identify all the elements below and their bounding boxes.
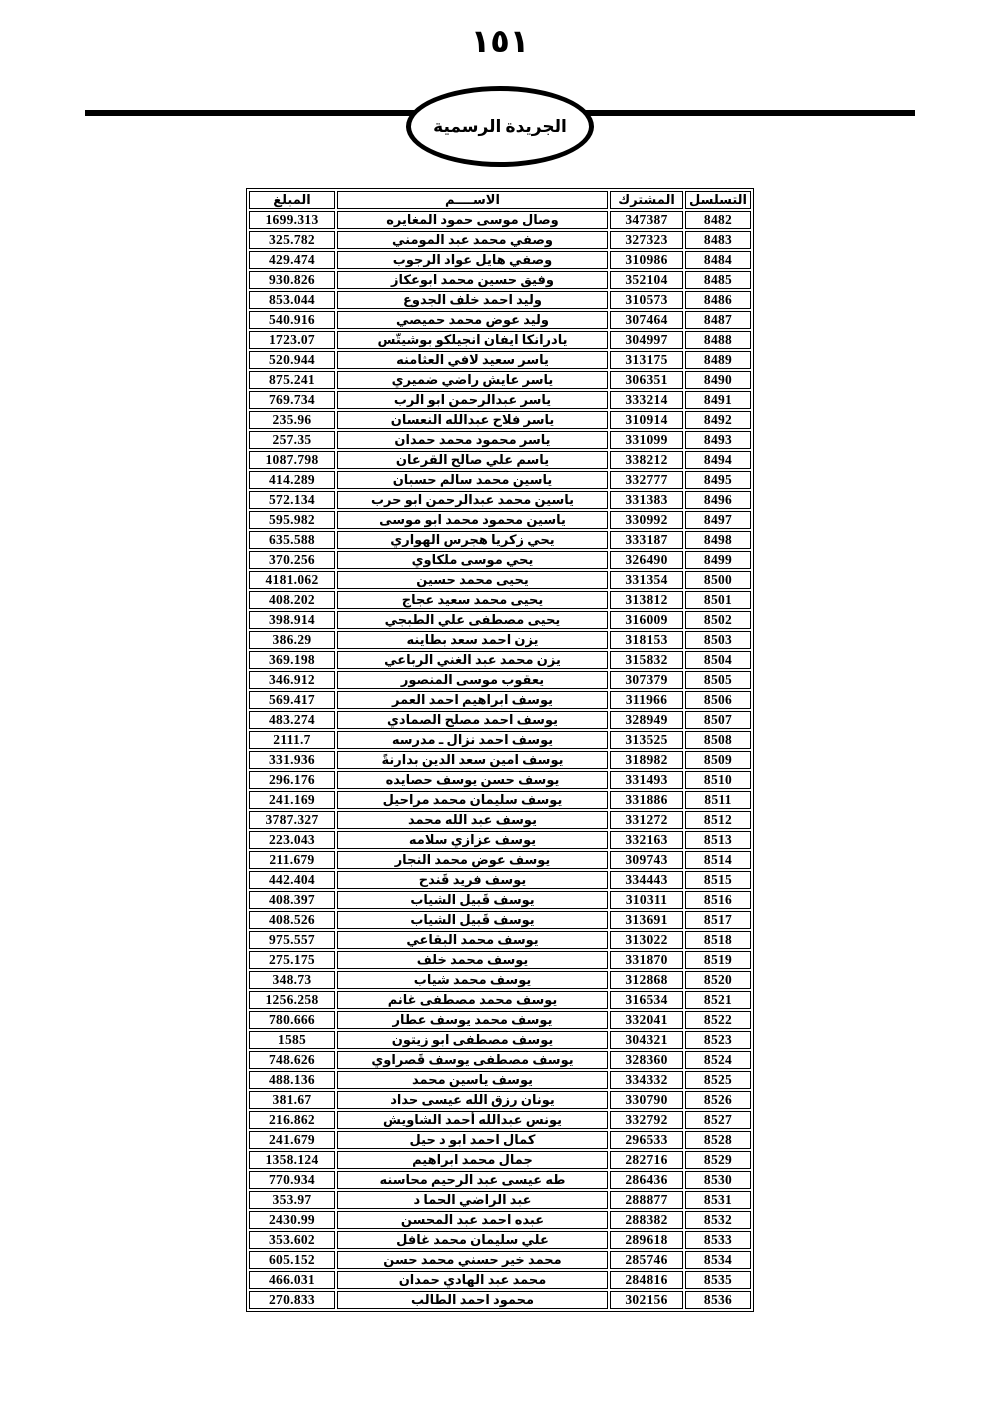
name-cell: يحي زكريا هجرس الهواري	[337, 531, 608, 549]
subscriber-cell: 284816	[610, 1271, 683, 1289]
subscriber-cell: 309743	[610, 851, 683, 869]
subscriber-cell: 328949	[610, 711, 683, 729]
table-row	[249, 831, 751, 849]
subscriber-cell: 316009	[610, 611, 683, 629]
amount-cell: 605.152	[249, 1251, 335, 1269]
subscriber-cell: 347387	[610, 211, 683, 229]
serial-cell: 8502	[685, 611, 751, 629]
subscriber-cell: 352104	[610, 271, 683, 289]
amount-cell: 770.934	[249, 1171, 335, 1189]
amount-cell: 235.96	[249, 411, 335, 429]
name-cell: محمد عبد الهادي حمدان	[337, 1271, 608, 1289]
subscriber-cell: 313812	[610, 591, 683, 609]
name-cell: وليد احمد خلف الجدوع	[337, 291, 608, 309]
serial-cell: 8499	[685, 551, 751, 569]
serial-cell: 8527	[685, 1111, 751, 1129]
amount-cell: 408.202	[249, 591, 335, 609]
serial-cell: 8498	[685, 531, 751, 549]
amount-cell: 780.666	[249, 1011, 335, 1029]
serial-cell: 8486	[685, 291, 751, 309]
subscriber-cell: 332792	[610, 1111, 683, 1129]
table-row	[249, 1031, 751, 1049]
serial-cell: 8531	[685, 1191, 751, 1209]
subscriber-cell: 282716	[610, 1151, 683, 1169]
table-row	[249, 291, 751, 309]
serial-cell: 8520	[685, 971, 751, 989]
serial-cell: 8507	[685, 711, 751, 729]
subscriber-cell: 296533	[610, 1131, 683, 1149]
serial-cell: 8497	[685, 511, 751, 529]
table-body	[249, 211, 751, 1309]
table-row	[249, 1291, 751, 1309]
serial-cell: 8495	[685, 471, 751, 489]
subscriber-cell: 334332	[610, 1071, 683, 1089]
table-row	[249, 1131, 751, 1149]
name-cell: يحي موسى ملكاوي	[337, 551, 608, 569]
serial-cell: 8501	[685, 591, 751, 609]
name-cell: يوسف ابراهيم احمد العمر	[337, 691, 608, 709]
table-header	[249, 191, 751, 209]
serial-cell: 8493	[685, 431, 751, 449]
table-row	[249, 811, 751, 829]
subscriber-cell: 338212	[610, 451, 683, 469]
name-cell: يوسف محمد خلف	[337, 951, 608, 969]
subscribers-table	[246, 188, 754, 1312]
table-row	[249, 951, 751, 969]
subscriber-cell: 313691	[610, 911, 683, 929]
amount-cell: 408.397	[249, 891, 335, 909]
table-row	[249, 611, 751, 629]
name-cell: يزن محمد عبد الغني الرباعي	[337, 651, 608, 669]
amount-cell: 572.134	[249, 491, 335, 509]
amount-cell: 748.626	[249, 1051, 335, 1069]
name-cell: محمود احمد الطالب	[337, 1291, 608, 1309]
amount-cell: 1585	[249, 1031, 335, 1049]
subscriber-cell: 313525	[610, 731, 683, 749]
amount-cell: 353.602	[249, 1231, 335, 1249]
subscriber-cell: 330790	[610, 1091, 683, 1109]
serial-cell: 8523	[685, 1031, 751, 1049]
subscriber-cell: 313022	[610, 931, 683, 949]
subscriber-cell: 304321	[610, 1031, 683, 1049]
amount-cell: 223.043	[249, 831, 335, 849]
name-cell: ياسين محمود محمد ابو موسى	[337, 511, 608, 529]
name-cell: جمال محمد ابراهيم	[337, 1151, 608, 1169]
subscriber-cell: 310311	[610, 891, 683, 909]
subscriber-cell: 332041	[610, 1011, 683, 1029]
table-row	[249, 651, 751, 669]
subscriber-cell: 332163	[610, 831, 683, 849]
subscriber-cell: 333187	[610, 531, 683, 549]
amount-cell: 370.256	[249, 551, 335, 569]
serial-cell: 8534	[685, 1251, 751, 1269]
name-cell: وصال موسى حمود المغايره	[337, 211, 608, 229]
name-cell: يوسف عزازي سلامه	[337, 831, 608, 849]
amount-cell: 1723.07	[249, 331, 335, 349]
table-row	[249, 791, 751, 809]
subscriber-cell: 318153	[610, 631, 683, 649]
table-row	[249, 311, 751, 329]
serial-cell: 8536	[685, 1291, 751, 1309]
serial-cell: 8483	[685, 231, 751, 249]
serial-cell: 8492	[685, 411, 751, 429]
table-row	[249, 971, 751, 989]
serial-cell: 8482	[685, 211, 751, 229]
amount-cell: 853.044	[249, 291, 335, 309]
table-row	[249, 571, 751, 589]
name-cell: يوسف حسن يوسف حصايده	[337, 771, 608, 789]
amount-cell: 275.175	[249, 951, 335, 969]
serial-cell: 8510	[685, 771, 751, 789]
subscriber-cell: 302156	[610, 1291, 683, 1309]
amount-cell: 2111.7	[249, 731, 335, 749]
subscriber-cell: 331272	[610, 811, 683, 829]
subscriber-cell: 310986	[610, 251, 683, 269]
table-row	[249, 1051, 751, 1069]
table-row	[249, 1251, 751, 1269]
gazette-title: الجريدة الرسمية	[433, 116, 567, 136]
amount-cell: 270.833	[249, 1291, 335, 1309]
table-row	[249, 231, 751, 249]
amount-cell: 483.274	[249, 711, 335, 729]
subscriber-cell: 331354	[610, 571, 683, 589]
name-cell: ياسر سعيد لافي العثامنه	[337, 351, 608, 369]
name-cell: وفيق حسين محمد ابوعكاز	[337, 271, 608, 289]
serial-cell: 8509	[685, 751, 751, 769]
name-cell: ياسين محمد عبدالرحمن ابو حرب	[337, 491, 608, 509]
table-row	[249, 431, 751, 449]
name-cell: ياسم علي صالح القرعان	[337, 451, 608, 469]
amount-cell: 442.404	[249, 871, 335, 889]
subscriber-cell: 310914	[610, 411, 683, 429]
table-row	[249, 211, 751, 229]
name-cell: يعقوب موسى المنصور	[337, 671, 608, 689]
amount-cell: 216.862	[249, 1111, 335, 1129]
serial-cell: 8511	[685, 791, 751, 809]
table-row	[249, 1091, 751, 1109]
name-cell: يونان رزق الله عيسى حداد	[337, 1091, 608, 1109]
amount-cell: 429.474	[249, 251, 335, 269]
subscriber-cell: 304997	[610, 331, 683, 349]
table-row	[249, 711, 751, 729]
subscriber-cell: 312868	[610, 971, 683, 989]
table-row	[249, 631, 751, 649]
amount-cell: 353.97	[249, 1191, 335, 1209]
subscriber-cell: 288382	[610, 1211, 683, 1229]
name-cell: يونس عبدالله أحمد الشاويش	[337, 1111, 608, 1129]
table-row	[249, 991, 751, 1009]
amount-cell: 369.198	[249, 651, 335, 669]
serial-cell: 8530	[685, 1171, 751, 1189]
subscriber-cell: 331870	[610, 951, 683, 969]
name-cell: يوسف مصطفى يوسف قَصراوي	[337, 1051, 608, 1069]
subscriber-cell: 306351	[610, 371, 683, 389]
page-number: ١٥١	[470, 23, 530, 59]
serial-cell: 8496	[685, 491, 751, 509]
amount-cell: 3787.327	[249, 811, 335, 829]
table-row	[249, 671, 751, 689]
table-row	[249, 1111, 751, 1129]
serial-cell: 8489	[685, 351, 751, 369]
table-row	[249, 911, 751, 929]
subscriber-cell: 327323	[610, 231, 683, 249]
amount-cell: 635.588	[249, 531, 335, 549]
serial-cell: 8485	[685, 271, 751, 289]
amount-cell: 296.176	[249, 771, 335, 789]
name-cell: ياسر عبدالرحمن ابو الرب	[337, 391, 608, 409]
table-row	[249, 391, 751, 409]
serial-cell: 8521	[685, 991, 751, 1009]
name-cell: يوسف فريد قَندح	[337, 871, 608, 889]
subscriber-cell: 328360	[610, 1051, 683, 1069]
amount-cell: 540.916	[249, 311, 335, 329]
amount-cell: 520.944	[249, 351, 335, 369]
amount-cell: 386.29	[249, 631, 335, 649]
table-row	[249, 691, 751, 709]
serial-cell: 8487	[685, 311, 751, 329]
name-cell: يوسف احمد نزال ـ مدرسه	[337, 731, 608, 749]
name-cell: يوسف سليمان محمد مراحيل	[337, 791, 608, 809]
name-cell: يوسف احمد مصلح الصمادي	[337, 711, 608, 729]
table-row	[249, 511, 751, 529]
table-row	[249, 891, 751, 909]
amount-cell: 398.914	[249, 611, 335, 629]
amount-cell: 1358.124	[249, 1151, 335, 1169]
name-cell: يحيى محمد سعيد عجاج	[337, 591, 608, 609]
header-serial: التسلسل	[685, 191, 751, 209]
header-name: الاســــم	[337, 191, 608, 209]
name-cell: يوسف محمد مصطفى غانم	[337, 991, 608, 1009]
name-cell: ياسر فلاح عبدالله النعسان	[337, 411, 608, 429]
table-row	[249, 871, 751, 889]
serial-cell: 8491	[685, 391, 751, 409]
name-cell: يوسف عبد الله محمد	[337, 811, 608, 829]
name-cell: يوسف قَبيل الشياب	[337, 891, 608, 909]
name-cell: يوسف محمد يوسف عطار	[337, 1011, 608, 1029]
subscriber-cell: 311966	[610, 691, 683, 709]
name-cell: وليد عوض محمد حميصي	[337, 311, 608, 329]
amount-cell: 408.526	[249, 911, 335, 929]
table-row	[249, 331, 751, 349]
serial-cell: 8526	[685, 1091, 751, 1109]
serial-cell: 8517	[685, 911, 751, 929]
table-row	[249, 531, 751, 549]
amount-cell: 595.982	[249, 511, 335, 529]
table-row	[249, 251, 751, 269]
table-row	[249, 451, 751, 469]
name-cell: ياسر محمود محمد حمدان	[337, 431, 608, 449]
name-cell: ياسين محمد سالم حسبان	[337, 471, 608, 489]
serial-cell: 8522	[685, 1011, 751, 1029]
serial-cell: 8528	[685, 1131, 751, 1149]
subscriber-cell: 307464	[610, 311, 683, 329]
name-cell: ياسر عايش راضي ضميري	[337, 371, 608, 389]
amount-cell: 325.782	[249, 231, 335, 249]
table-row	[249, 411, 751, 429]
serial-cell: 8490	[685, 371, 751, 389]
serial-cell: 8505	[685, 671, 751, 689]
subscriber-cell: 285746	[610, 1251, 683, 1269]
name-cell: يحيى محمد حسين	[337, 571, 608, 589]
table-row	[249, 1191, 751, 1209]
amount-cell: 930.826	[249, 271, 335, 289]
serial-cell: 8535	[685, 1271, 751, 1289]
name-cell: يوسف محمد البقاعي	[337, 931, 608, 949]
table-row	[249, 1231, 751, 1249]
amount-cell: 769.734	[249, 391, 335, 409]
table-row	[249, 371, 751, 389]
subscriber-cell: 330992	[610, 511, 683, 529]
amount-cell: 257.35	[249, 431, 335, 449]
serial-cell: 8519	[685, 951, 751, 969]
header-subscriber: المشترك	[610, 191, 683, 209]
serial-cell: 8533	[685, 1231, 751, 1249]
table-row	[249, 1211, 751, 1229]
serial-cell: 8494	[685, 451, 751, 469]
amount-cell: 241.679	[249, 1131, 335, 1149]
subscriber-cell: 286436	[610, 1171, 683, 1189]
serial-cell: 8515	[685, 871, 751, 889]
amount-cell: 414.289	[249, 471, 335, 489]
serial-cell: 8532	[685, 1211, 751, 1229]
name-cell: عبده احمد عبد المحسن	[337, 1211, 608, 1229]
amount-cell: 569.417	[249, 691, 335, 709]
subscriber-cell: 318982	[610, 751, 683, 769]
amount-cell: 211.679	[249, 851, 335, 869]
name-cell: يوسف امين سعد الدين بدارنةً	[337, 751, 608, 769]
subscriber-cell: 333214	[610, 391, 683, 409]
table-row	[249, 471, 751, 489]
table-row	[249, 1171, 751, 1189]
serial-cell: 8525	[685, 1071, 751, 1089]
name-cell: طه عيسى عبد الرحيم محاسنه	[337, 1171, 608, 1189]
table-row	[249, 271, 751, 289]
name-cell: يوسف قَبيل الشياب	[337, 911, 608, 929]
name-cell: وصفي هايل عواد الرجوب	[337, 251, 608, 269]
subscriber-cell: 332777	[610, 471, 683, 489]
subscriber-cell: 331099	[610, 431, 683, 449]
name-cell: يزن احمد سعد بطاينه	[337, 631, 608, 649]
amount-cell: 1087.798	[249, 451, 335, 469]
subscriber-cell: 315832	[610, 651, 683, 669]
amount-cell: 331.936	[249, 751, 335, 769]
header-row	[249, 191, 751, 209]
name-cell: يوسف عوض محمد النجار	[337, 851, 608, 869]
serial-cell: 8529	[685, 1151, 751, 1169]
serial-cell: 8484	[685, 251, 751, 269]
name-cell: يحيى مصطفى علي الطبجي	[337, 611, 608, 629]
subscriber-cell: 307379	[610, 671, 683, 689]
serial-cell: 8488	[685, 331, 751, 349]
amount-cell: 4181.062	[249, 571, 335, 589]
table-row	[249, 591, 751, 609]
serial-cell: 8516	[685, 891, 751, 909]
amount-cell: 346.912	[249, 671, 335, 689]
amount-cell: 1256.258	[249, 991, 335, 1009]
serial-cell: 8512	[685, 811, 751, 829]
name-cell: كمال احمد ابو د حيل	[337, 1131, 608, 1149]
serial-cell: 8504	[685, 651, 751, 669]
subscriber-cell: 326490	[610, 551, 683, 569]
table-row	[249, 351, 751, 369]
amount-cell: 2430.99	[249, 1211, 335, 1229]
name-cell: عبد الراضي الحما د	[337, 1191, 608, 1209]
amount-cell: 466.031	[249, 1271, 335, 1289]
subscriber-cell: 313175	[610, 351, 683, 369]
serial-cell: 8500	[685, 571, 751, 589]
serial-cell: 8503	[685, 631, 751, 649]
serial-cell: 8524	[685, 1051, 751, 1069]
table-row	[249, 1071, 751, 1089]
amount-cell: 975.557	[249, 931, 335, 949]
amount-cell: 488.136	[249, 1071, 335, 1089]
table-row	[249, 771, 751, 789]
name-cell: وصفي محمد عبد المومني	[337, 231, 608, 249]
subscriber-cell: 289618	[610, 1231, 683, 1249]
name-cell: يوسف مصطفى ابو زيتون	[337, 1031, 608, 1049]
subscriber-cell: 331383	[610, 491, 683, 509]
table-row	[249, 551, 751, 569]
table-row	[249, 1151, 751, 1169]
table-row	[249, 931, 751, 949]
name-cell: يادرانكا ايفان انجيلكو بوشيتّس	[337, 331, 608, 349]
subscriber-cell: 331886	[610, 791, 683, 809]
gazette-seal	[406, 86, 594, 167]
serial-cell: 8518	[685, 931, 751, 949]
amount-cell: 381.67	[249, 1091, 335, 1109]
table-row	[249, 1271, 751, 1289]
header-amount: المبلغ	[249, 191, 335, 209]
subscriber-cell: 331493	[610, 771, 683, 789]
table-row	[249, 1011, 751, 1029]
table-row	[249, 851, 751, 869]
name-cell: يوسف ياسين محمد	[337, 1071, 608, 1089]
subscriber-cell: 316534	[610, 991, 683, 1009]
serial-cell: 8506	[685, 691, 751, 709]
name-cell: علي سليمان محمد غافل	[337, 1231, 608, 1249]
table-row	[249, 751, 751, 769]
subscriber-cell: 334443	[610, 871, 683, 889]
amount-cell: 1699.313	[249, 211, 335, 229]
subscriber-cell: 310573	[610, 291, 683, 309]
name-cell: محمد خير حسني محمد حسن	[337, 1251, 608, 1269]
amount-cell: 348.73	[249, 971, 335, 989]
serial-cell: 8514	[685, 851, 751, 869]
table-row	[249, 731, 751, 749]
amount-cell: 875.241	[249, 371, 335, 389]
name-cell: يوسف محمد شياب	[337, 971, 608, 989]
amount-cell: 241.169	[249, 791, 335, 809]
serial-cell: 8513	[685, 831, 751, 849]
table-row	[249, 491, 751, 509]
subscriber-cell: 288877	[610, 1191, 683, 1209]
serial-cell: 8508	[685, 731, 751, 749]
